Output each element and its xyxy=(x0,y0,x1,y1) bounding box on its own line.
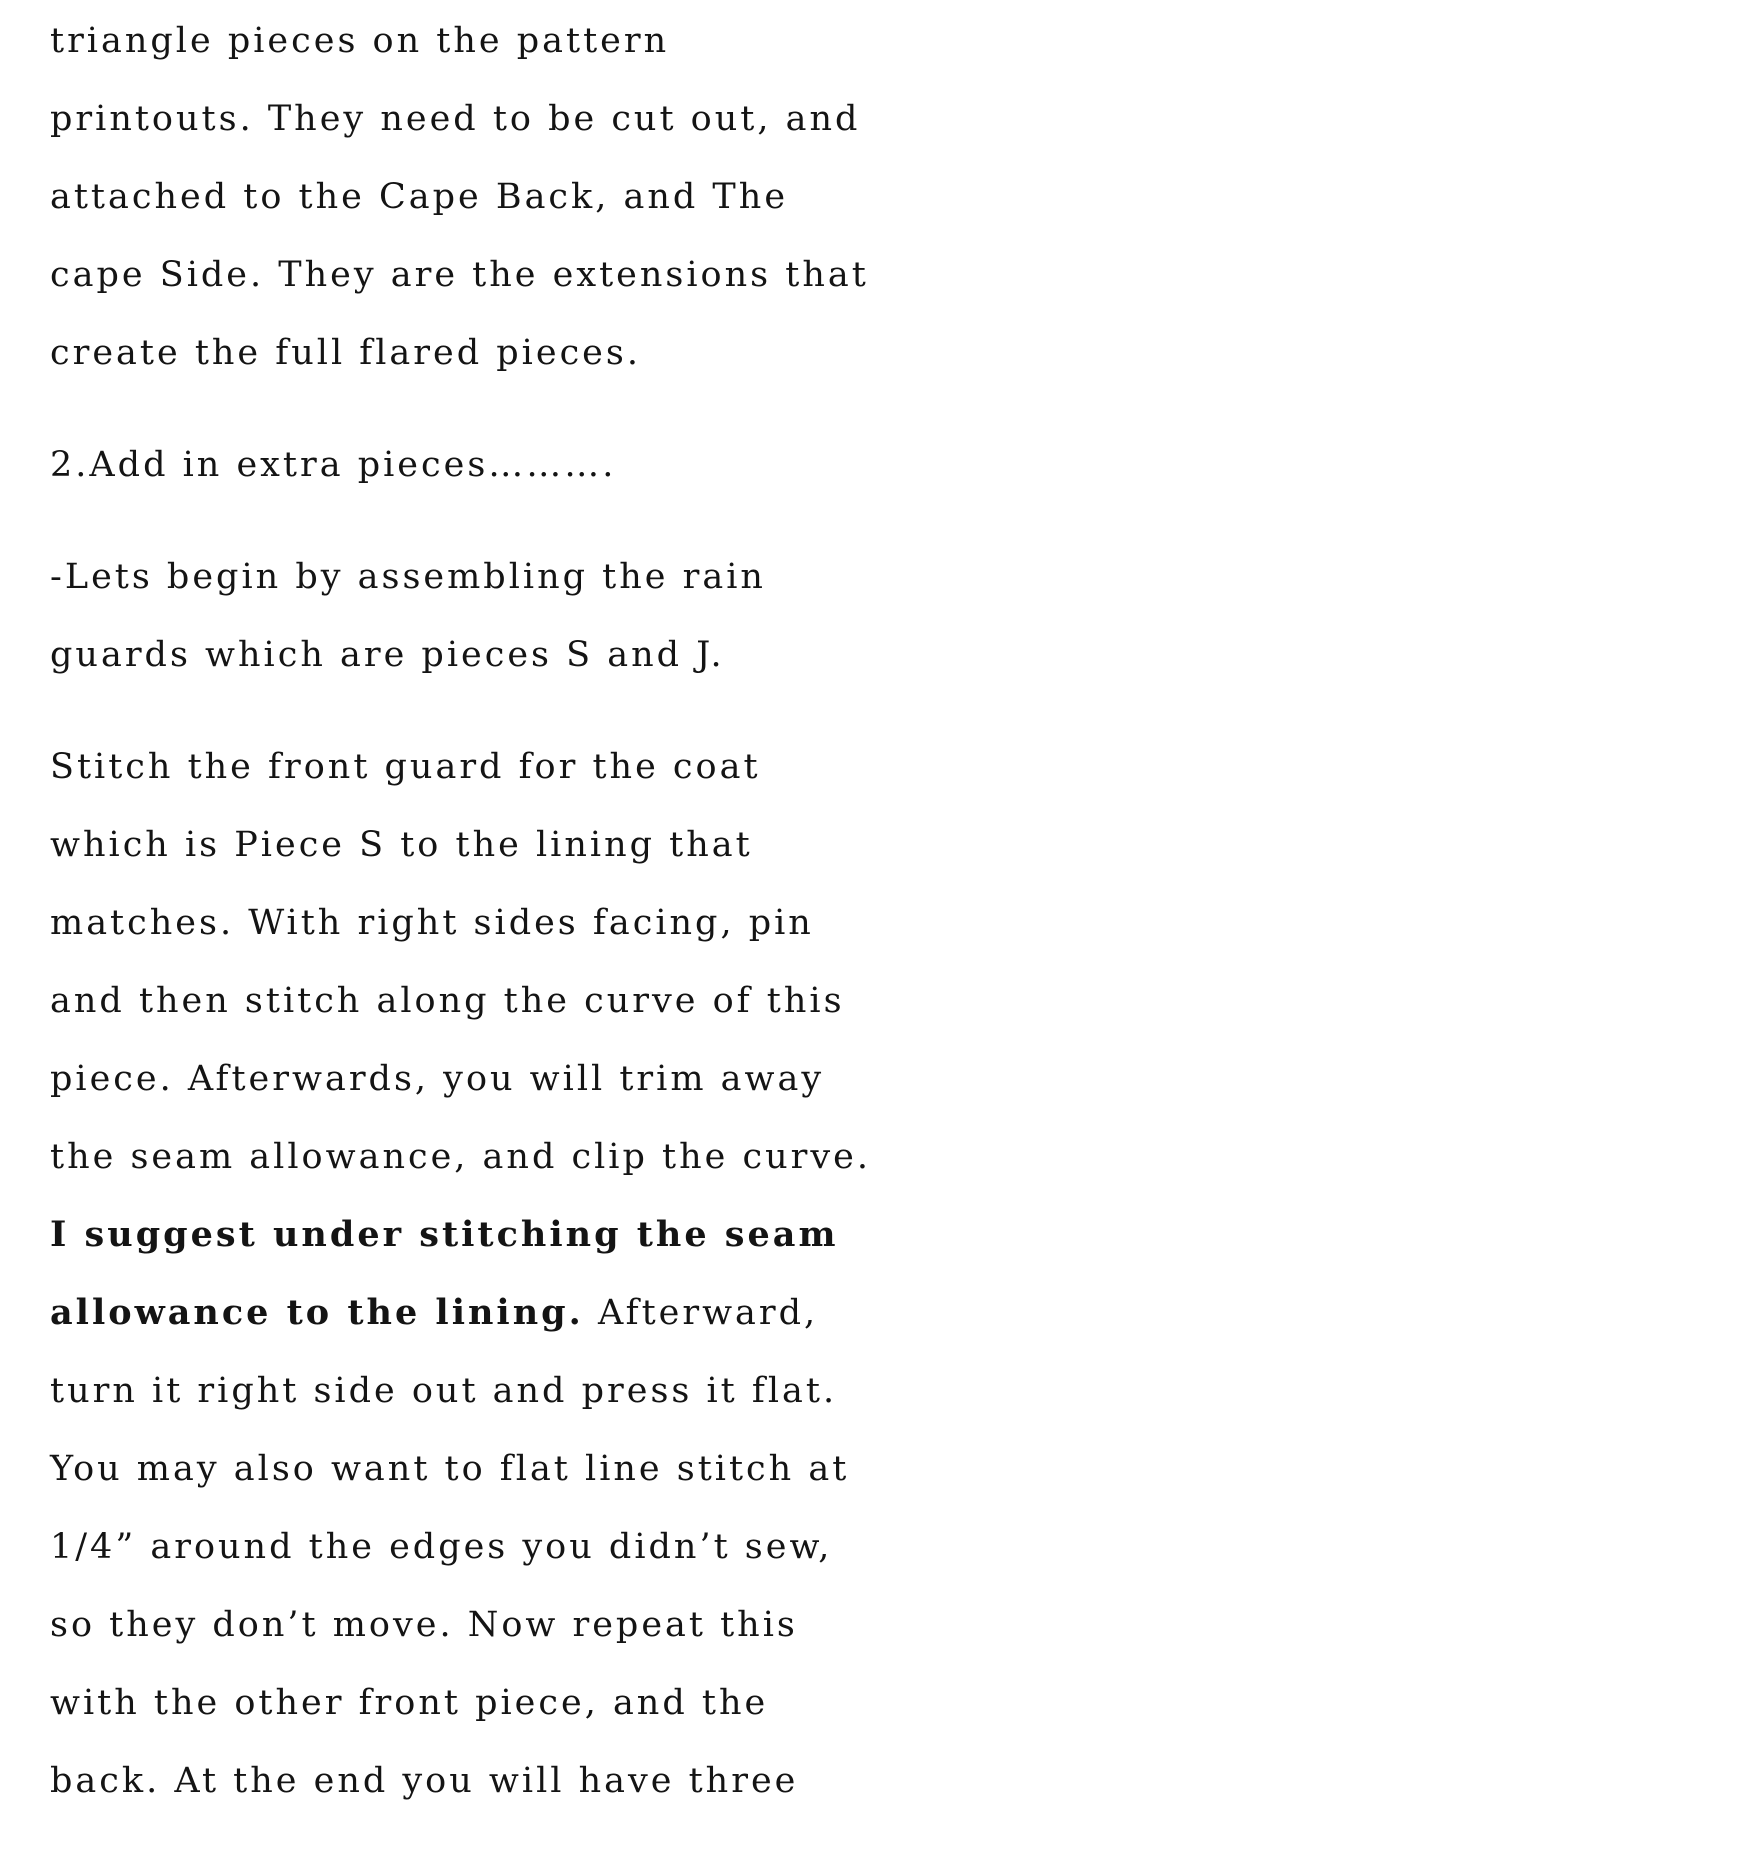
text-line: -Lets begin by assembling the rain xyxy=(50,557,766,597)
text-line: with the other front piece, and the xyxy=(50,1683,769,1723)
text-line: so they don’t move. Now repeat this xyxy=(50,1605,798,1645)
text-line: turn it right side out and press it flat. xyxy=(50,1371,838,1411)
bold-tip-end: allowance to the lining. xyxy=(50,1292,584,1333)
text-line: which is Piece S to the lining that xyxy=(50,825,753,865)
mixed-line xyxy=(50,1274,1050,1352)
text-line: 1/4” around the edges you didn’t sew, xyxy=(50,1527,833,1567)
text-line: the seam allowance, and clip the curve. xyxy=(50,1137,871,1177)
paragraph-step-heading xyxy=(50,426,1050,504)
text-line: attached to the Cape Back, and The xyxy=(50,177,789,217)
bold-tip-line: I suggest under stitching the seam xyxy=(50,1214,839,1255)
text-line: printouts. They need to be cut out, and xyxy=(50,99,861,139)
text-line: create the full flared pieces. xyxy=(50,333,641,373)
text-line: cape Side. They are the extensions that xyxy=(50,255,869,295)
text-line: guards which are pieces S and J. xyxy=(50,635,725,675)
text-line: piece. Afterwards, you will trim away xyxy=(50,1059,825,1099)
paragraph-rain-guards-intro xyxy=(50,538,1050,694)
text-line: and then stitch along the curve of this xyxy=(50,981,845,1021)
paragraph-pattern-pieces xyxy=(50,2,1050,392)
step-heading: 2.Add in extra pieces………. xyxy=(50,445,617,485)
text-line: You may also want to flat line stitch at xyxy=(50,1449,850,1489)
text-line: Stitch the front guard for the coat xyxy=(50,747,761,787)
text-line: back. At the end you will have three xyxy=(50,1761,799,1801)
text-continuation: Afterward, xyxy=(583,1293,819,1333)
text-line: matches. With right sides facing, pin xyxy=(50,903,814,943)
paragraph-stitch-instructions xyxy=(50,728,1050,1820)
text-line: triangle pieces on the pattern xyxy=(50,21,670,61)
document-page xyxy=(50,0,1050,1854)
